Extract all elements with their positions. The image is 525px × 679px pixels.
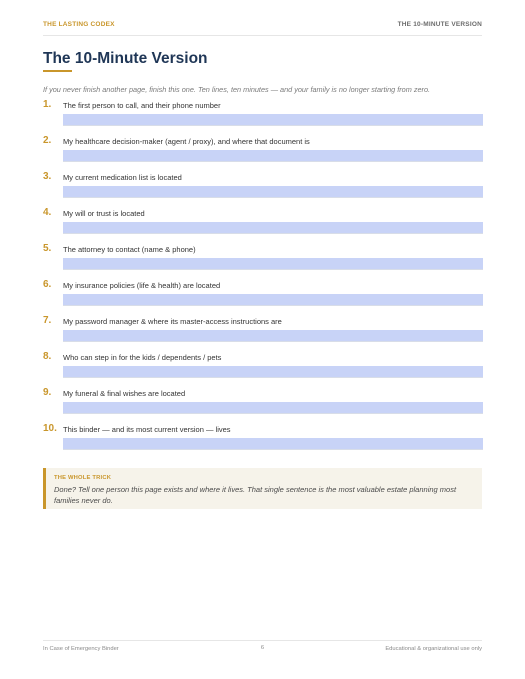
answer-field[interactable] xyxy=(63,438,483,450)
callout-text: Done? Tell one person this page exists and where it lives. That single sentence is the most valuable estate planning most families never do. xyxy=(54,485,457,505)
list-item xyxy=(43,423,483,459)
item-label: My will or trust is located xyxy=(63,209,145,218)
list-item xyxy=(43,171,483,207)
answer-field[interactable] xyxy=(63,150,483,162)
answer-field[interactable] xyxy=(63,294,483,306)
list-item xyxy=(43,99,483,135)
item-label: My password manager & where its master-access instructions are xyxy=(63,317,282,326)
item-number: 9. xyxy=(43,387,52,398)
answer-field[interactable] xyxy=(63,186,483,198)
answer-field[interactable] xyxy=(63,366,483,378)
page-footer xyxy=(43,640,482,655)
item-label: My current medication list is located xyxy=(63,173,182,182)
answer-field[interactable] xyxy=(63,330,483,342)
page-title: The 10-Minute Version xyxy=(43,50,208,67)
item-label: Who can step in for the kids / dependents / pets xyxy=(63,353,222,362)
section-name: THE 10-MINUTE VERSION xyxy=(397,21,482,28)
item-label: My healthcare decision-maker (agent / proxy), and where that document is xyxy=(63,137,310,146)
item-number: 10. xyxy=(43,423,57,434)
list-item xyxy=(43,387,483,423)
list-item xyxy=(43,279,483,315)
item-label: My funeral & final wishes are located xyxy=(63,389,186,398)
answer-field[interactable] xyxy=(63,222,483,234)
list-item xyxy=(43,243,483,279)
footer-disclaimer: Educational & organizational use only xyxy=(385,646,482,652)
page-header xyxy=(43,21,482,36)
list-item xyxy=(43,315,483,351)
title-underline xyxy=(43,70,72,72)
item-label: The first person to call, and their phone number xyxy=(63,101,221,110)
intro-text: If you never finish another page, finish this one. Ten lines, ten minutes — and your family is no longer starting from zero. xyxy=(43,85,431,94)
item-label: This binder — and its most current version — lives xyxy=(63,425,231,434)
footer-doc-title: In Case of Emergency Binder xyxy=(43,646,119,652)
callout-title: THE WHOLE TRICK xyxy=(54,475,112,481)
item-number: 7. xyxy=(43,315,52,326)
item-number: 3. xyxy=(43,171,52,182)
list-item xyxy=(43,135,483,171)
answer-field[interactable] xyxy=(63,402,483,414)
item-number: 6. xyxy=(43,279,52,290)
answer-field[interactable] xyxy=(63,258,483,270)
answer-field[interactable] xyxy=(63,114,483,126)
item-number: 1. xyxy=(43,99,52,110)
item-number: 4. xyxy=(43,207,52,218)
item-number: 8. xyxy=(43,351,52,362)
list-item xyxy=(43,351,483,387)
page-number: 6 xyxy=(260,645,265,651)
brand-name: THE LASTING CODEX xyxy=(43,21,115,28)
checklist xyxy=(43,99,483,459)
item-number: 5. xyxy=(43,243,52,254)
item-label: The attorney to contact (name & phone) xyxy=(63,245,196,254)
tip-callout xyxy=(43,468,482,509)
list-item xyxy=(43,207,483,243)
item-label: My insurance policies (life & health) are located xyxy=(63,281,221,290)
item-number: 2. xyxy=(43,135,52,146)
